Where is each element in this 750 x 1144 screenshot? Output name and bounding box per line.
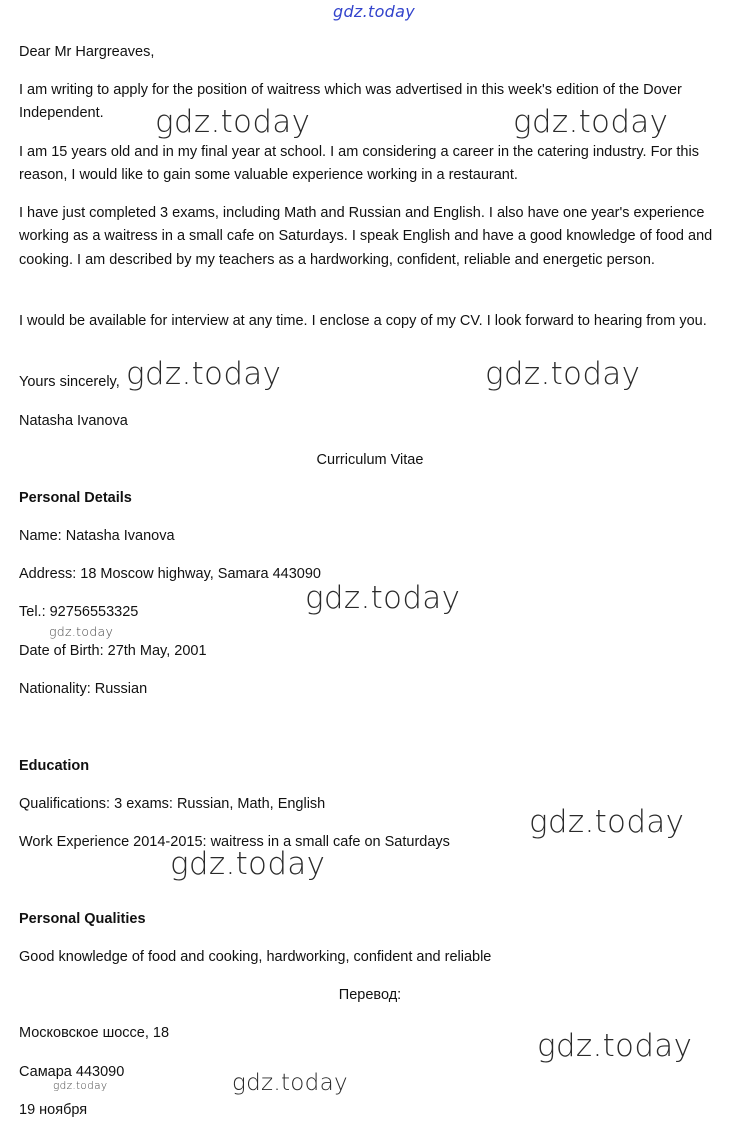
translation-street: Московское шоссе, 18 xyxy=(19,1025,170,1041)
cv-name: Name: Natasha Ivanova xyxy=(19,528,175,544)
cv-personal-heading: Personal Details xyxy=(19,490,132,506)
cv-nationality: Nationality: Russian xyxy=(19,681,148,697)
cv-experience: Work Experience 2014-2015: waitress in a small cafe on Saturdays xyxy=(19,834,450,850)
watermark-top: gdz.today xyxy=(333,2,415,21)
watermark: gdz.today xyxy=(232,1070,348,1096)
watermark-small: gdz.today xyxy=(49,624,114,639)
letter-paragraph-3: I have just completed 3 exams, including Math and Russian and English. I also have one year's experience working as a waitress in a small cafe on Saturdays. I speak English and have a good knowledge of food and cooking. I am described by my teachers as a hardworking, confident, reliable and energetic person. xyxy=(19,205,713,268)
cv-education-heading: Education xyxy=(19,758,90,774)
letter-closing: Yours sincerely, xyxy=(19,374,120,390)
watermark: gdz.today xyxy=(529,804,685,840)
watermark: gdz.today xyxy=(305,580,461,616)
cv-address: Address: 18 Moscow highway, Samara 443090 xyxy=(19,566,321,582)
letter-paragraph-1: I am writing to apply for the position of waitress which was advertised in this week's edition of the Dover Independent. xyxy=(19,82,682,122)
cv-qualities: Good knowledge of food and cooking, hardworking, confident and reliable xyxy=(19,949,492,965)
translation-city: Самара 443090 xyxy=(19,1064,125,1080)
watermark: gdz.today xyxy=(537,1028,693,1064)
cv-dob: Date of Birth: 27th May, 2001 xyxy=(19,643,207,659)
cv-tel: Tel.: 92756553325 xyxy=(19,604,139,620)
translation-date: 19 ноября xyxy=(19,1102,88,1118)
cv-qualifications: Qualifications: 3 exams: Russian, Math, English xyxy=(19,796,326,812)
cv-qualities-heading: Personal Qualities xyxy=(19,911,146,927)
watermark: gdz.today xyxy=(155,104,311,140)
watermark: gdz.today xyxy=(485,356,641,392)
letter-paragraph-2: I am 15 years old and in my final year at school. I am considering a career in the catering industry. For this reason, I would like to gain some valuable experience working in a restaurant. xyxy=(19,144,699,184)
letter-signature: Natasha Ivanova xyxy=(19,413,128,429)
watermark: gdz.today xyxy=(126,356,282,392)
watermark: gdz.today xyxy=(170,846,326,882)
translation-heading: Перевод: xyxy=(338,987,402,1003)
watermark-small: gdz.today xyxy=(53,1080,108,1092)
letter-greeting: Dear Mr Hargreaves, xyxy=(19,44,155,60)
watermark: gdz.today xyxy=(513,104,669,140)
letter-paragraph-4: I would be available for interview at any time. I enclose a copy of my CV. I look forward to hearing from you. xyxy=(19,313,707,329)
cv-title: Curriculum Vitae xyxy=(316,452,424,468)
